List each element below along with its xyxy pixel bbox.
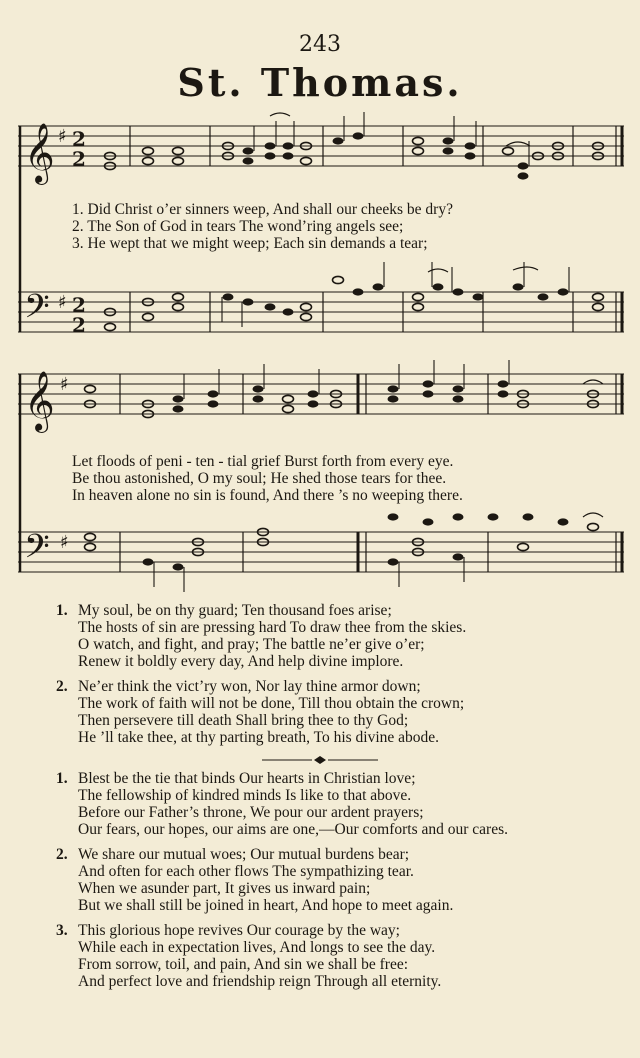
stanza-line: Then persevere till death Shall bring thee to thy God; <box>78 712 409 729</box>
stanza-line: Renew it boldly every day, And help divine implore. <box>78 653 404 670</box>
svg-text:♯: ♯ <box>60 532 69 553</box>
svg-text:2: 2 <box>72 313 86 337</box>
stanza-line: The hosts of sin are pressing hard To draw thee from the skies. <box>78 619 467 636</box>
stanza-line: And often for each other flows The sympathizing tear. <box>78 863 414 880</box>
stanza-line: Blest be the tie that binds Our hearts in Christian love; <box>78 770 416 787</box>
lyric-line: 2. The Son of God in tears The wond’ring angels see; <box>72 218 404 235</box>
stanza-line: Our fears, our hopes, our aims are one,—Our comforts and our cares. <box>78 821 508 838</box>
hymn-stanzas-block-2 <box>56 770 616 1000</box>
stanza-line: The work of faith will not be done, Till thou obtain the crown; <box>78 695 465 712</box>
stanza-line: Before our Father’s throne, We pour our ardent prayers; <box>78 804 424 821</box>
svg-text:♯: ♯ <box>58 292 67 313</box>
stanza-line: He ’ll take thee, at thy parting breath, To his divine abode. <box>78 729 440 746</box>
svg-text:𝄞: 𝄞 <box>24 123 55 183</box>
stanza-line: And perfect love and friendship reign Through all eternity. <box>78 973 442 990</box>
lyric-line: 3. He wept that we might weep; Each sin demands a tear; <box>72 235 428 252</box>
stanza-line: O watch, and fight, and pray; The battle ne’er give o’er; <box>78 636 425 653</box>
stanza <box>56 922 616 990</box>
stanza-line: The fellowship of kindred minds Is like to that above. <box>78 787 412 804</box>
lyric-line: 1. Did Christ o’er sinners weep, And shall our cheeks be dry? <box>72 201 453 218</box>
lyric-line: In heaven alone no sin is found, And there ’s no weeping there. <box>72 487 463 504</box>
lyric-line: Be thou astonished, O my soul; He shed those tears for thee. <box>72 470 447 487</box>
hymn-title: St. Thomas. <box>177 60 463 105</box>
stanza-line: From sorrow, toil, and pain, And sin we shall be free: <box>78 956 409 973</box>
svg-text:♯: ♯ <box>60 374 69 395</box>
page-number: 243 <box>299 32 341 57</box>
stanza <box>56 846 616 914</box>
stanza <box>56 770 616 838</box>
svg-text:2: 2 <box>72 147 86 171</box>
lyric-line: Let floods of peni - ten - tial grief Burst forth from every eye. <box>72 453 454 470</box>
svg-text:2: 2 <box>72 127 86 151</box>
stanza-number: 1. <box>56 770 68 787</box>
stanza <box>56 678 616 746</box>
stanza-number: 3. <box>56 922 68 939</box>
ornamental-divider <box>262 756 378 764</box>
stanza-line: We share our mutual woes; Our mutual burdens bear; <box>78 846 410 863</box>
stanza-line: But we shall still be joined in heart, And hope to meet again. <box>78 897 454 914</box>
stanza-number: 2. <box>56 678 68 695</box>
svg-text:𝄞: 𝄞 <box>24 371 55 431</box>
svg-text:𝄢: 𝄢 <box>24 528 50 574</box>
stanza-line: This glorious hope revives Our courage by the way; <box>78 922 400 939</box>
stanza <box>56 602 616 670</box>
stanza-line: While each in expectation lives, And longs to see the day. <box>78 939 436 956</box>
stanza-line: Ne’er think the vict’ry won, Nor lay thine armor down; <box>78 678 421 695</box>
stanza-line: When we asunder part, It gives us inward pain; <box>78 880 371 897</box>
stanza-line: My soul, be on thy guard; Ten thousand foes arise; <box>78 602 392 619</box>
stanza-number: 2. <box>56 846 68 863</box>
svg-text:𝄢: 𝄢 <box>24 288 50 334</box>
svg-text:♯: ♯ <box>58 126 67 147</box>
stanza-number: 1. <box>56 602 68 619</box>
hymn-stanzas-block-1 <box>56 602 616 752</box>
svg-text:2: 2 <box>72 293 86 317</box>
